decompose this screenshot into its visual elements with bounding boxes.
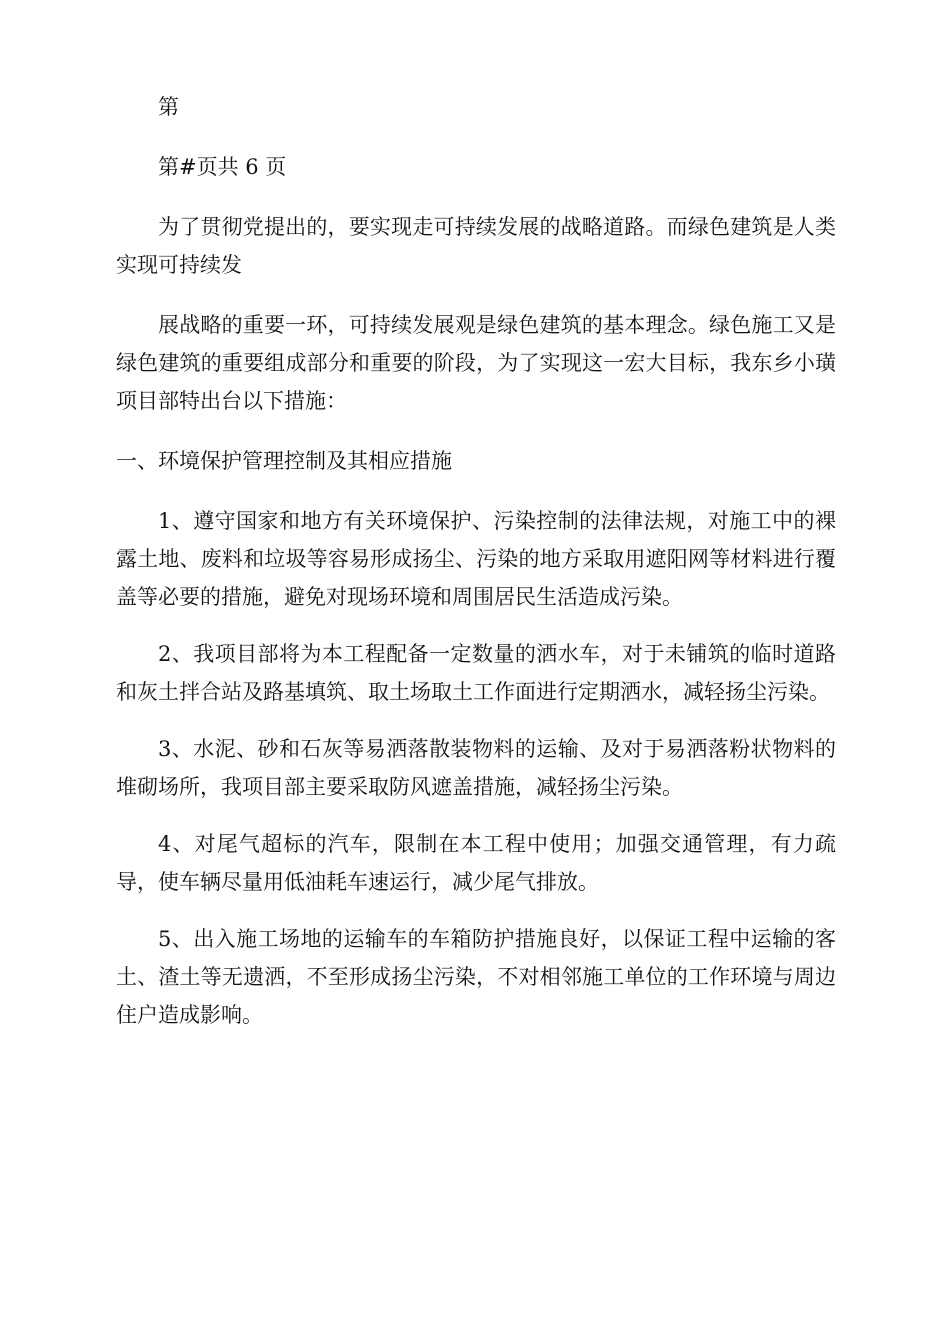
list-item: 1、遵守国家和地方有关环境保护、污染控制的法律法规，对施工中的裸露土地、废料和垃圾等容易形成扬尘、污染的地方采取用遮阳网等材料进行覆盖等必要的措施，避免对现场环境和周围居民生活造成污染。: [116, 509, 836, 609]
intro-paragraph-2: 展战略的重要一环，可持续发展观是绿色建筑的基本理念。绿色施工又是绿色建筑的重要组成部分和重要的阶段，为了实现这一宏大目标，我东乡小璜项目部特出台以下措施：: [116, 313, 836, 413]
section-heading: 一、环境保护管理控制及其相应措施: [116, 449, 452, 473]
list-item: 3、水泥、砂和石灰等易洒落散装物料的运输、及对于易洒落粉状物料的堆砌场所，我项目部主要采取防风遮盖措施，减轻扬尘污染。: [116, 737, 836, 799]
intro-paragraph-1: 为了贯彻党提出的，要实现走可持续发展的战略道路。而绿色建筑是人类实现可持续发: [116, 215, 836, 277]
list-item: 2、我项目部将为本工程配备一定数量的洒水车，对于未铺筑的临时道路和灰土拌合站及路基填筑、取土场取土工作面进行定期洒水，减轻扬尘污染。: [116, 642, 836, 704]
document-page: [116, 88, 836, 1053]
page-number-label: 第#页共 6 页: [158, 155, 287, 179]
list-item: 5、出入施工场地的运输车的车箱防护措施良好，以保证工程中运输的客土、渣土等无遗洒，不至形成扬尘污染，不对相邻施工单位的工作环境与周边住户造成影响。: [116, 927, 836, 1027]
list-item: 4、对尾气超标的汽车，限制在本工程中使用；加强交通管理，有力疏导，使车辆尽量用低油耗车速运行，减少尾气排放。: [116, 832, 836, 894]
page-header-label: 第: [158, 95, 179, 119]
